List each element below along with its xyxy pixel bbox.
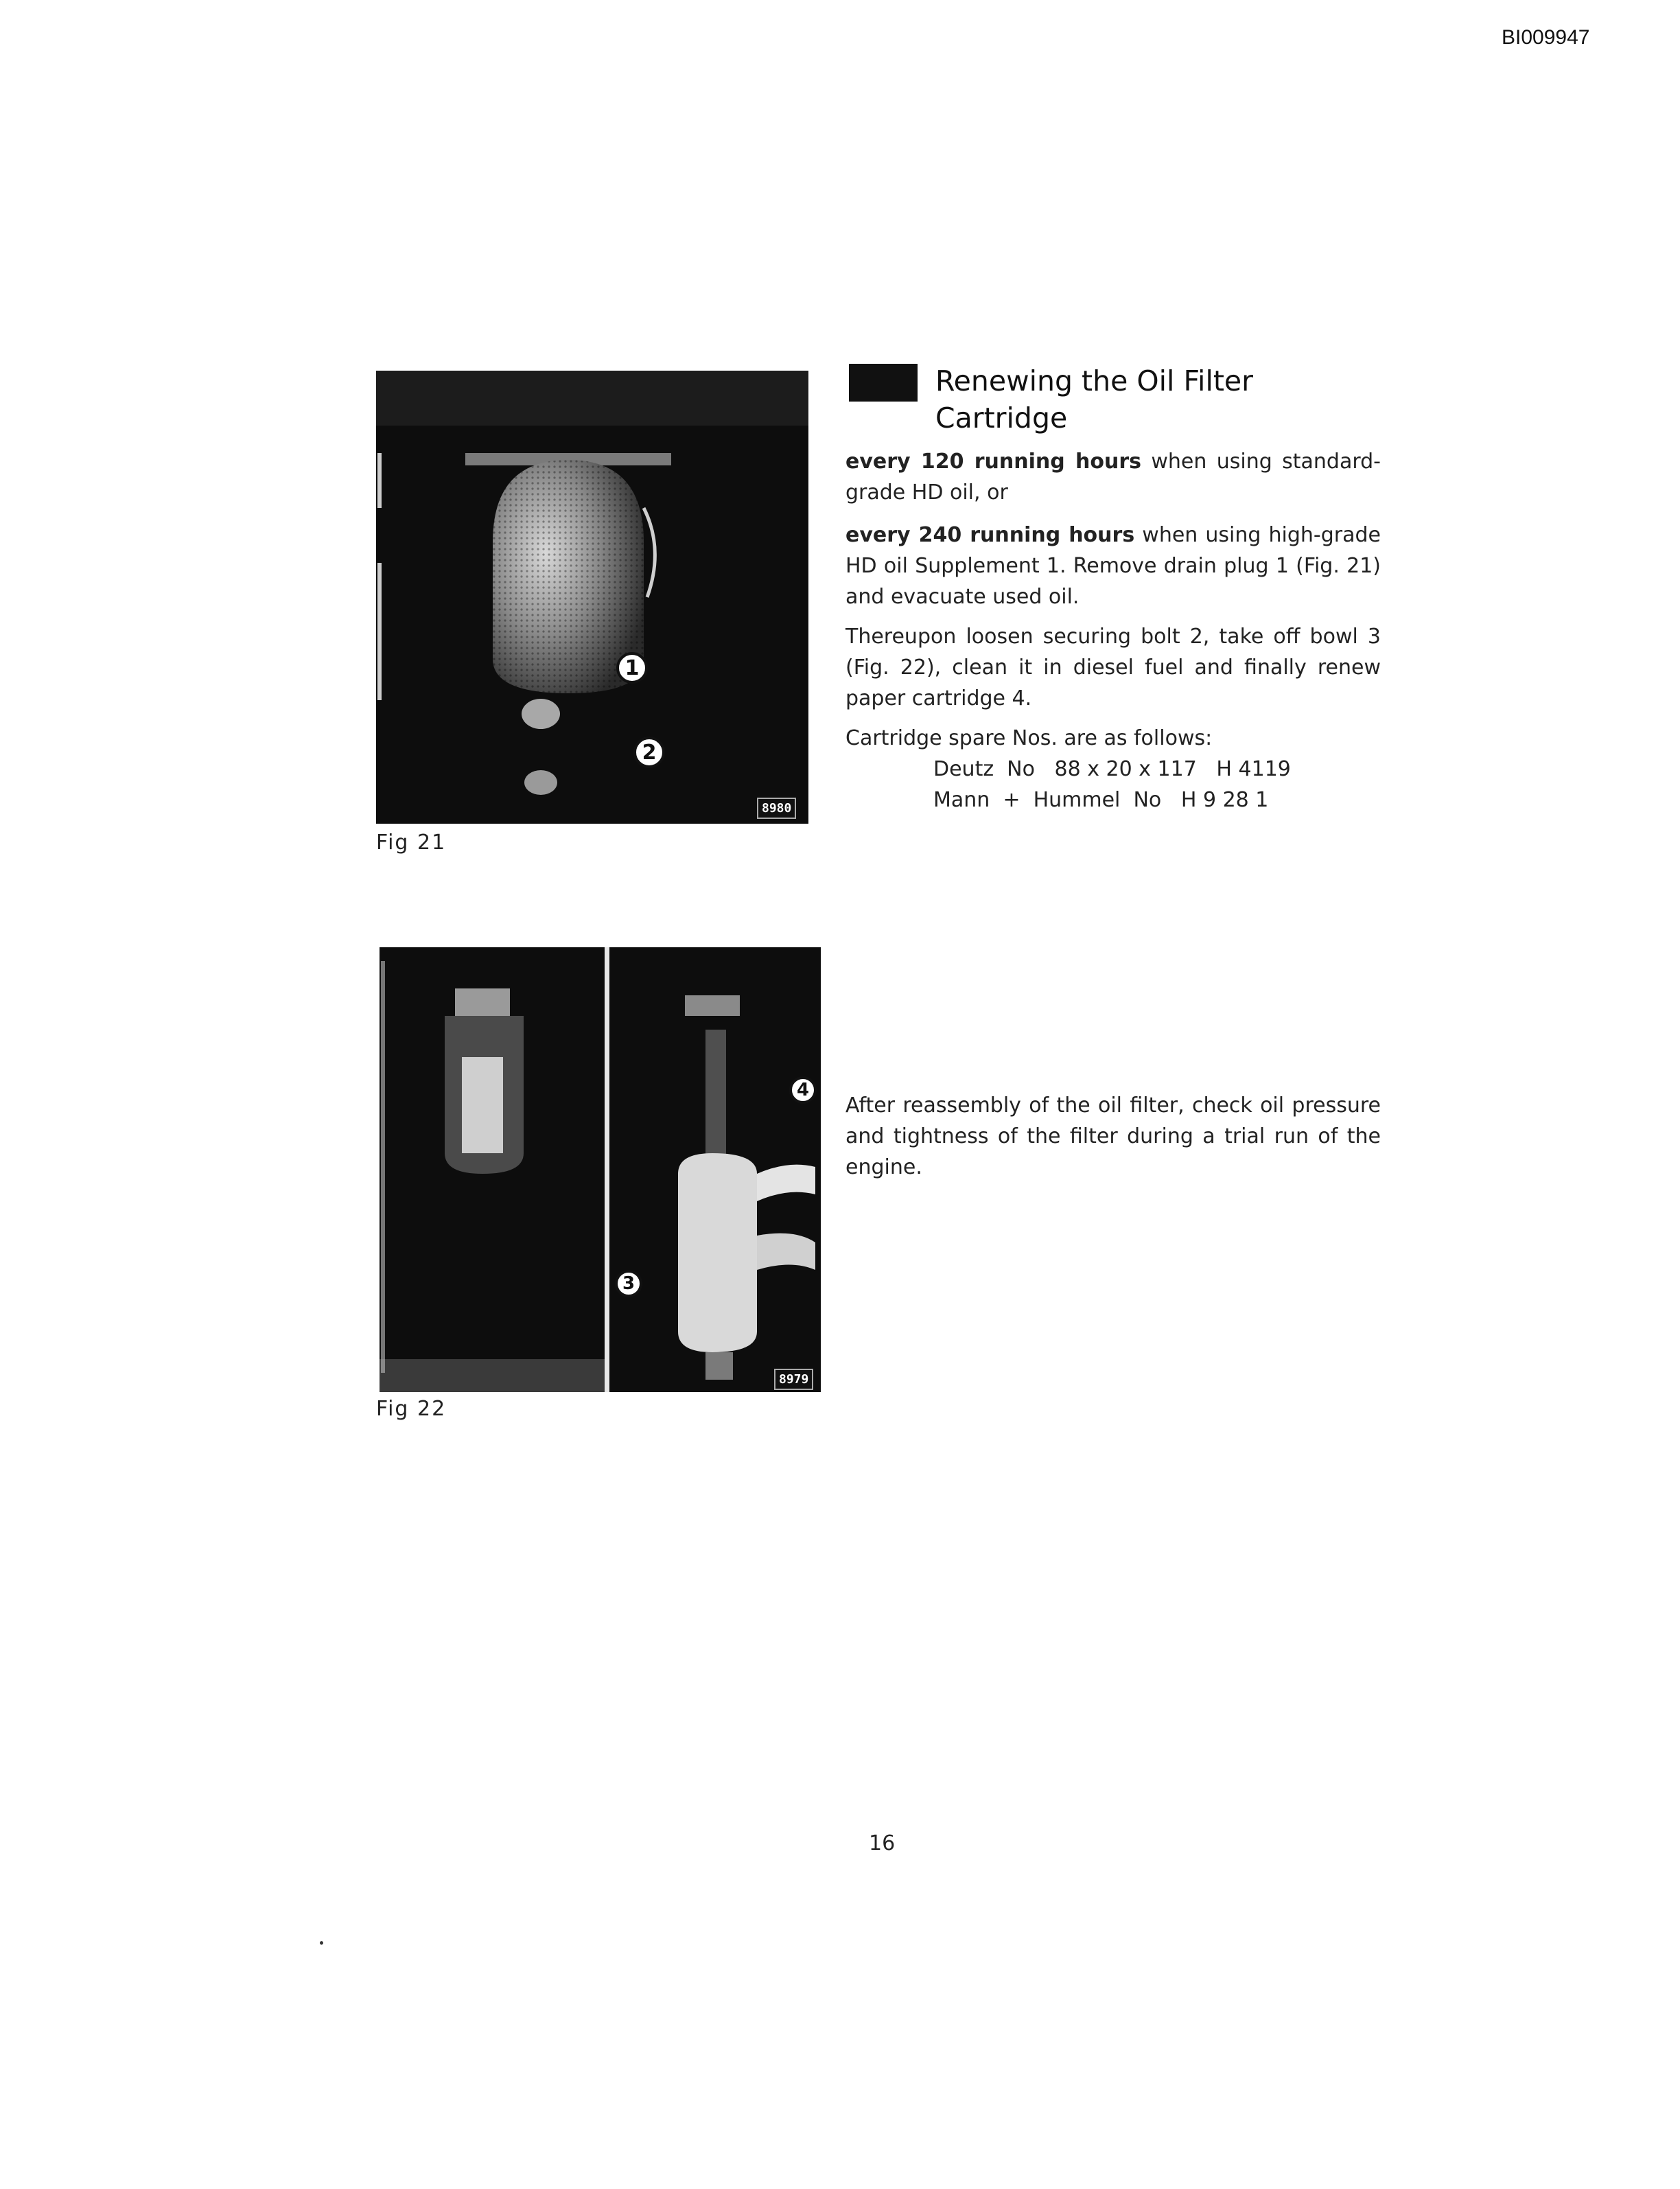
spare-number-deutz: Deutz No 88 x 20 x 117 H 4119 [933, 757, 1291, 781]
after-reassembly-paragraph: After reassembly of the oil filter, check oil pressure and tightness of the filter during a trial run of the engine. [845, 1093, 1381, 1179]
figure-22-caption: Fig 22 [376, 1397, 447, 1421]
bowl-photo-graphic [380, 947, 605, 1392]
figure-22-divider [605, 947, 609, 1392]
thereupon-paragraph: Thereupon loosen securing bolt 2, take off bowl 3 (Fig. 22), clean it in diesel fuel and finally renew paper cartridge 4. [845, 625, 1381, 710]
callout-2: 2 [633, 737, 665, 768]
section-title-line2: Cartridge [935, 402, 1068, 435]
oil-filter-photo-graphic [376, 371, 808, 824]
callout-4: 4 [789, 1076, 817, 1104]
photo-code-8979: 8979 [774, 1369, 813, 1390]
callout-3: 3 [615, 1270, 642, 1297]
figure-21-caption: Fig 21 [376, 831, 447, 855]
cartridge-photo-graphic [609, 947, 821, 1392]
spare-numbers-intro: Cartridge spare Nos. are as follows: [845, 726, 1213, 750]
figure-22-photo-left [380, 947, 605, 1392]
interval-standard-text: when using standard-grade HD oil, or [845, 450, 1381, 505]
interval-standard-oil [845, 446, 1381, 508]
callout-1: 1 [616, 652, 648, 684]
figure-22-photo-right [609, 947, 821, 1392]
figure-21-photo [376, 371, 808, 824]
section-title [935, 362, 1402, 437]
interval-highgrade-text: when using high-grade HD oil Supplement 1. Remove drain plug 1 (Fig. 21) and evacuate used oil. [845, 523, 1381, 609]
section-title-line1: Renewing the Oil Filter [935, 364, 1253, 397]
spare-number-mann-hummel: Mann + Hummel No H 9 28 1 [933, 788, 1269, 812]
document-id: BI009947 [1502, 26, 1590, 49]
section-marker-block [849, 364, 918, 402]
interval-highgrade-bold: every 240 running hours [845, 523, 1135, 547]
interval-highgrade-oil [845, 520, 1381, 612]
page-number: 16 [869, 1831, 896, 1855]
scan-speck [320, 1941, 323, 1945]
interval-standard-bold: every 120 running hours [845, 450, 1141, 474]
photo-code-8980: 8980 [757, 798, 796, 819]
